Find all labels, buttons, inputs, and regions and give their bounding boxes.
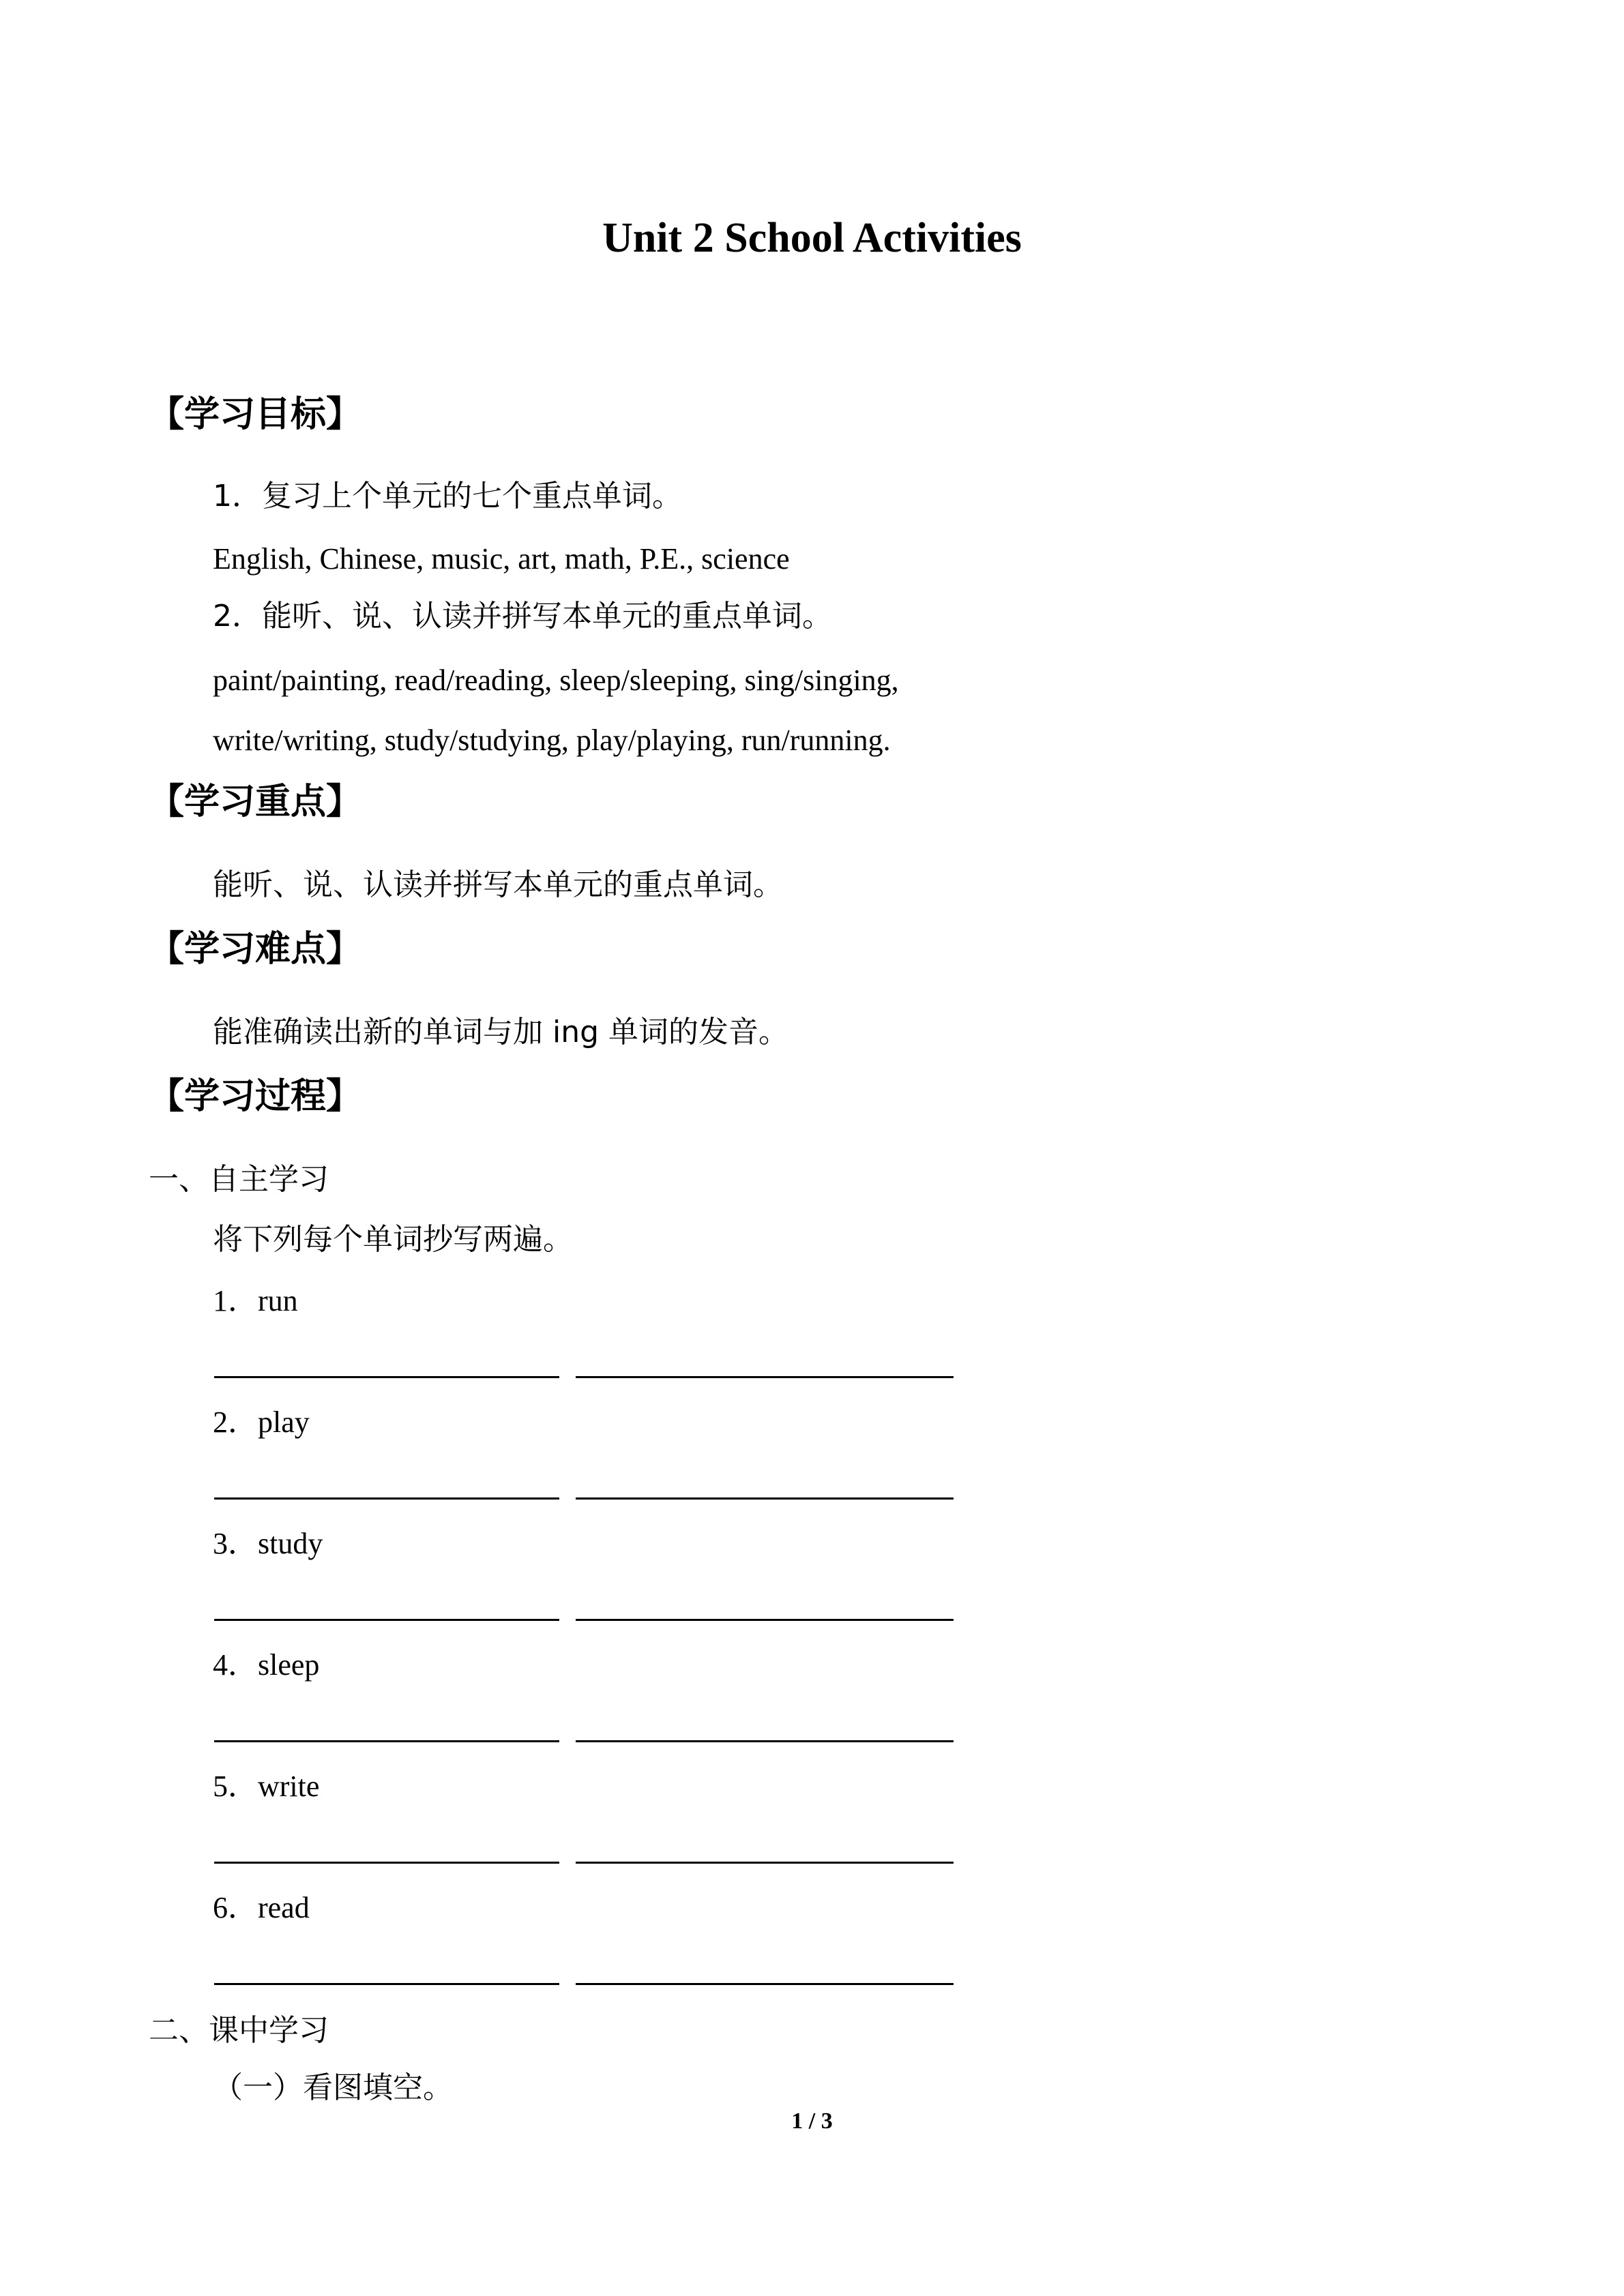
answer-blank-4b[interactable] xyxy=(576,1740,954,1742)
part1-instruction: 将下列每个单词抄写两遍。 xyxy=(213,1222,573,1257)
part2-title: 二、课中学习 xyxy=(149,2013,329,2048)
page-title: Unit 2 School Activities xyxy=(602,215,1022,261)
word-item-6: 6．read xyxy=(213,1891,310,1924)
answer-blank-4a[interactable] xyxy=(214,1740,559,1742)
answer-blank-3a[interactable] xyxy=(214,1619,559,1621)
answer-blank-2a[interactable] xyxy=(214,1497,559,1500)
answer-blank-1a[interactable] xyxy=(214,1376,559,1378)
answer-blank-2b[interactable] xyxy=(576,1497,954,1500)
part1-title: 一、自主学习 xyxy=(149,1162,329,1197)
goals-item-2-words-line2: write/writing, study/studying, play/playing, run/running. xyxy=(213,724,891,757)
answer-blank-5a[interactable] xyxy=(214,1862,559,1864)
goals-heading: 【学习目标】 xyxy=(149,394,362,435)
word-item-1: 1．run xyxy=(213,1284,298,1317)
goals-item-2: 2．能听、说、认读并拼写本单元的重点单词。 xyxy=(213,599,832,633)
goals-item-1-words: English, Chinese, music, art, math, P.E., science xyxy=(213,542,790,576)
page-number: 1 / 3 xyxy=(791,2108,833,2134)
goals-item-1: 1．复习上个单元的七个重点单词。 xyxy=(213,479,682,513)
key-points-heading: 【学习重点】 xyxy=(149,781,362,822)
answer-blank-3b[interactable] xyxy=(576,1619,954,1621)
answer-blank-5b[interactable] xyxy=(576,1862,954,1864)
word-item-3: 3．study xyxy=(213,1527,323,1560)
answer-blank-6b[interactable] xyxy=(576,1983,954,1985)
key-points-text: 能听、说、认读并拼写本单元的重点单词。 xyxy=(213,867,783,902)
difficulties-text: 能准确读出新的单词与加 ing 单词的发音。 xyxy=(213,1015,789,1049)
word-item-2: 2．play xyxy=(213,1405,310,1439)
answer-blank-1b[interactable] xyxy=(576,1376,954,1378)
process-heading: 【学习过程】 xyxy=(149,1076,362,1117)
word-item-5: 5．write xyxy=(213,1770,320,1803)
goals-item-2-words-line1: paint/painting, read/reading, sleep/sleeping, sing/singing, xyxy=(213,664,899,697)
difficulties-heading: 【学习难点】 xyxy=(149,929,362,970)
word-item-4: 4．sleep xyxy=(213,1648,320,1682)
answer-blank-6a[interactable] xyxy=(214,1983,559,1985)
part2-subtitle: （一）看图填空。 xyxy=(213,2070,453,2105)
